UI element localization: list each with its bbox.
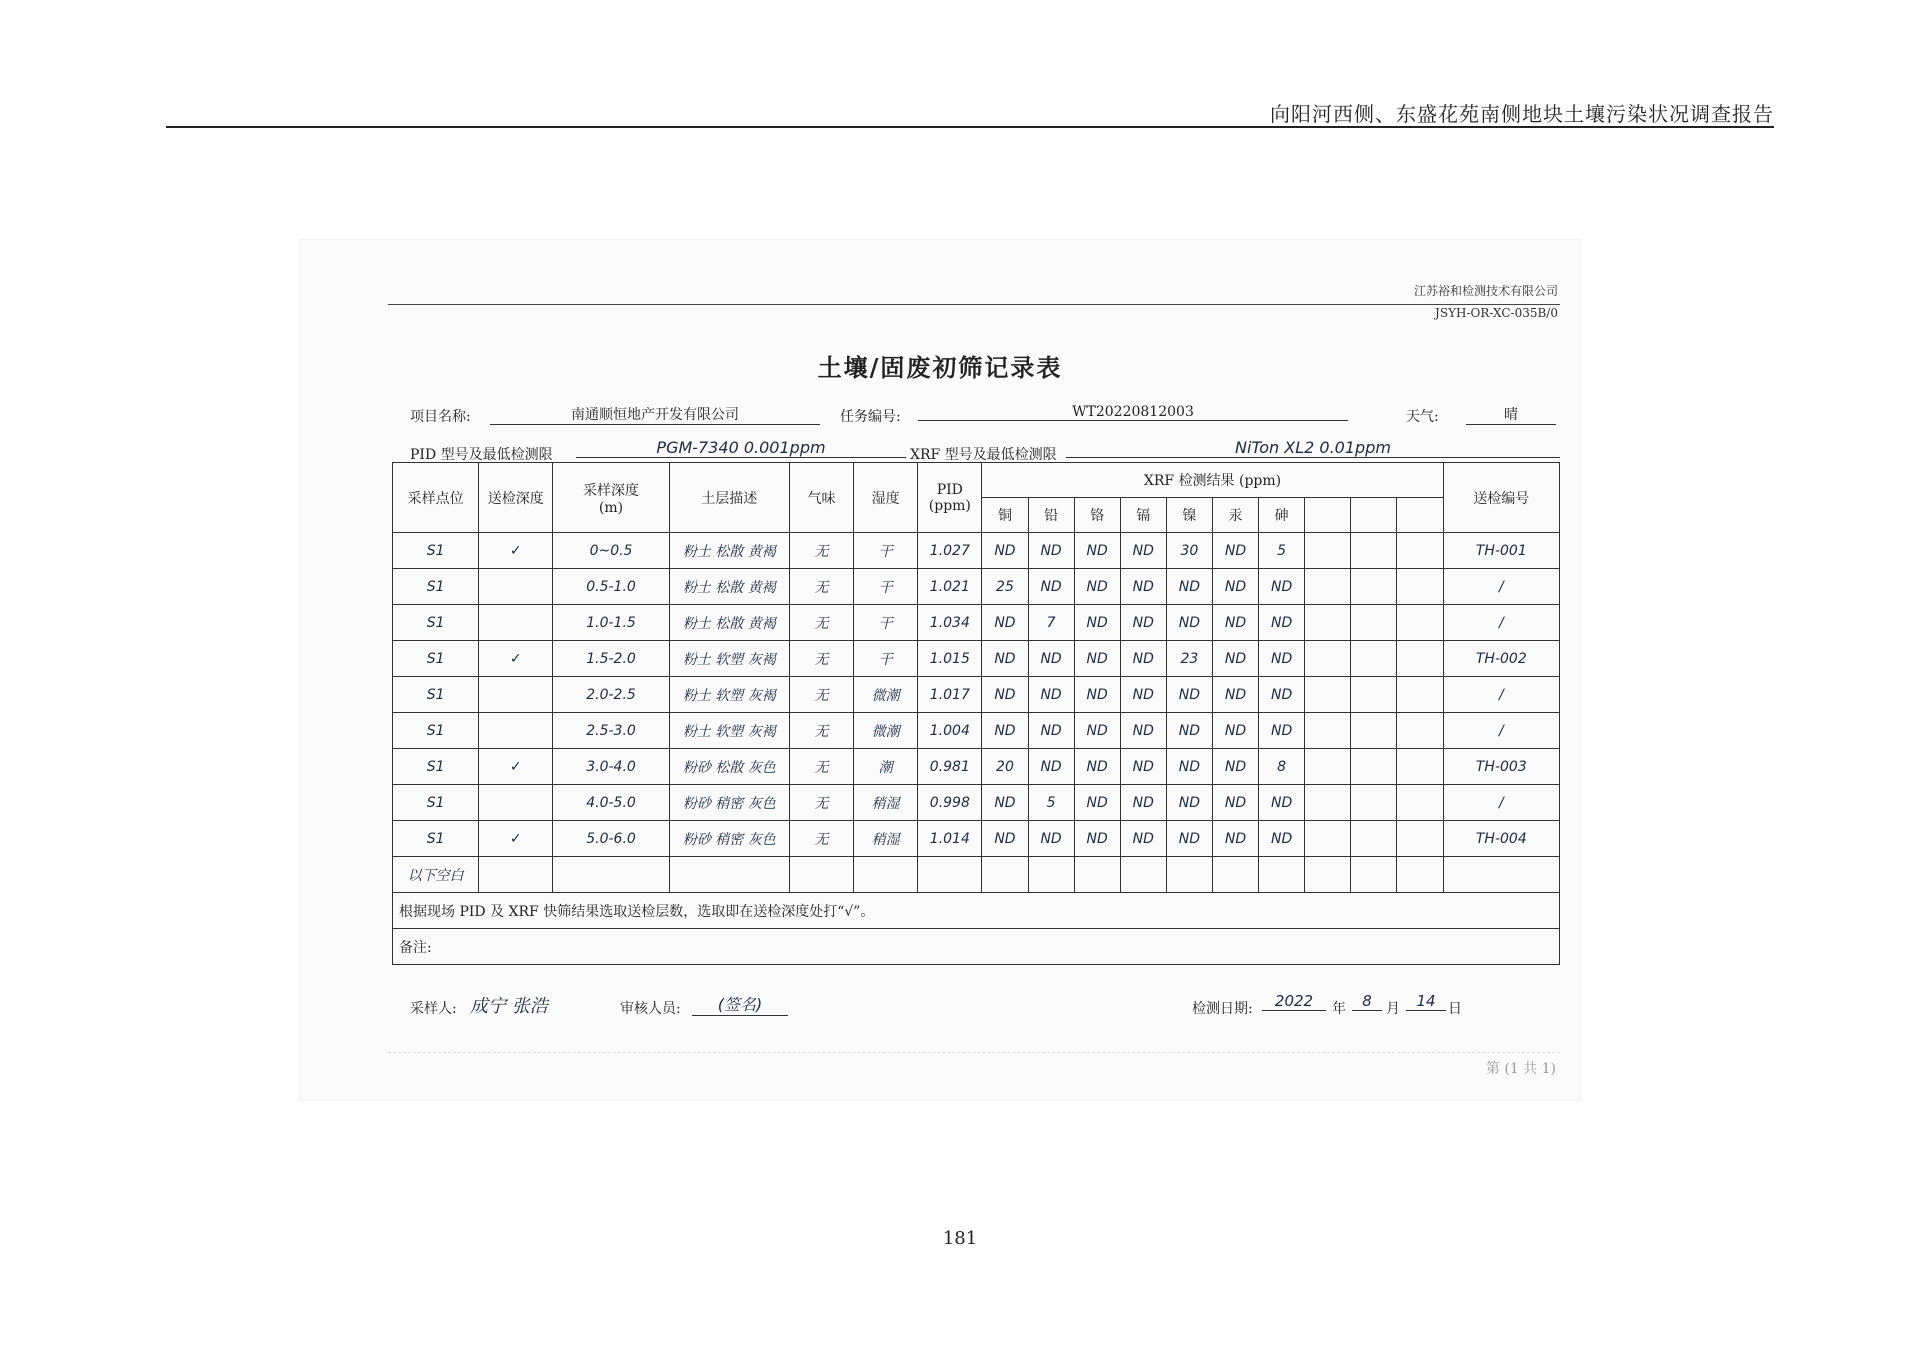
- pid-label: PID 型号及最低检测限: [410, 447, 553, 463]
- cell-point: S1: [393, 785, 479, 821]
- cell-sample-no: TH-001: [1443, 533, 1559, 569]
- cell-cr: ND: [1074, 749, 1120, 785]
- sheet-number: 第 (1 共 1): [1485, 1061, 1556, 1077]
- cell-cu: 25: [982, 569, 1028, 605]
- cell-odor: 无: [789, 677, 853, 713]
- cell-as: ND: [1259, 641, 1305, 677]
- col-depth-label: 采样深度: [583, 482, 640, 499]
- report-header: [166, 92, 1774, 128]
- cell-hg: ND: [1212, 821, 1258, 857]
- cell-as: 5: [1259, 533, 1305, 569]
- cell-hum: 微潮: [854, 677, 918, 713]
- col-cr: 铬: [1074, 498, 1120, 533]
- cell-pb: ND: [1028, 641, 1074, 677]
- cell-pid: 0.981: [918, 749, 982, 785]
- cell-soil: 粉土 软塑 灰褐: [669, 677, 789, 713]
- cell-odor: 无: [789, 785, 853, 821]
- cell-pb: 5: [1028, 785, 1074, 821]
- col-empty-2: [1351, 498, 1397, 533]
- cell-sample-no: /: [1443, 677, 1559, 713]
- cell-hg: ND: [1212, 605, 1258, 641]
- cell-point: S1: [393, 749, 479, 785]
- cell-pb: [1028, 857, 1074, 893]
- xrf-label: XRF 型号及最低检测限: [910, 447, 1057, 463]
- cell-empty: [1351, 785, 1397, 821]
- project-value: 南通顺恒地产开发有限公司: [490, 404, 820, 425]
- cell-hg: [1212, 857, 1258, 893]
- cell-empty: [1351, 677, 1397, 713]
- remark-label: 备注:: [393, 929, 1560, 965]
- cell-odor: 无: [789, 641, 853, 677]
- cell-empty: [1351, 749, 1397, 785]
- cell-odor: 无: [789, 821, 853, 857]
- cell-cr: ND: [1074, 533, 1120, 569]
- cell-empty: [1351, 713, 1397, 749]
- cell-pid: 1.014: [918, 821, 982, 857]
- cell-pid: 1.017: [918, 677, 982, 713]
- cell-depth: 2.5-3.0: [553, 713, 669, 749]
- col-pid-label: PID: [936, 481, 963, 498]
- cell-as: ND: [1259, 821, 1305, 857]
- remark-row: [393, 929, 1560, 965]
- cell-point: S1: [393, 641, 479, 677]
- table-row: [393, 821, 1560, 857]
- note-text: 根据现场 PID 及 XRF 快筛结果选取送检层数，选取即在送检深度处打“√”。: [393, 893, 1560, 929]
- cell-empty: [1305, 533, 1351, 569]
- cell-hg: ND: [1212, 641, 1258, 677]
- cell-soil: 粉砂 稍密 灰色: [669, 785, 789, 821]
- cell-ni: ND: [1166, 569, 1212, 605]
- cell-cd: ND: [1120, 677, 1166, 713]
- cell-ni: ND: [1166, 605, 1212, 641]
- cell-check: ✓: [479, 749, 553, 785]
- company-name: 江苏裕和检测技术有限公司: [1413, 284, 1558, 298]
- cell-cr: ND: [1074, 569, 1120, 605]
- cell-check: [479, 857, 553, 893]
- cell-hum: 微潮: [854, 713, 918, 749]
- col-point: 采样点位: [393, 463, 479, 533]
- cell-empty: [1305, 821, 1351, 857]
- cell-empty: [1351, 569, 1397, 605]
- cell-cr: ND: [1074, 785, 1120, 821]
- cell-ni: ND: [1166, 749, 1212, 785]
- cell-check: ✓: [479, 821, 553, 857]
- cell-pid: [918, 857, 982, 893]
- cell-empty: [1397, 821, 1443, 857]
- cell-pb: ND: [1028, 677, 1074, 713]
- cell-empty: [1351, 533, 1397, 569]
- cell-sample-no: /: [1443, 605, 1559, 641]
- col-soil: 土层描述: [669, 463, 789, 533]
- col-pid: [918, 463, 982, 533]
- form-code: JSYH-OR-XC-035B/0: [1435, 306, 1558, 320]
- cell-hg: ND: [1212, 533, 1258, 569]
- cell-check: [479, 785, 553, 821]
- col-odor: 气味: [789, 463, 853, 533]
- cell-sample-no: [1443, 857, 1559, 893]
- cell-sample-no: TH-003: [1443, 749, 1559, 785]
- date-day: 14: [1406, 992, 1446, 1011]
- cell-depth: 0~0.5: [553, 533, 669, 569]
- col-pb: 铅: [1028, 498, 1074, 533]
- cell-point: S1: [393, 605, 479, 641]
- date-month: 8: [1352, 992, 1382, 1011]
- cell-cd: ND: [1120, 569, 1166, 605]
- reviewer-signature: (签名): [692, 992, 788, 1016]
- cell-cd: ND: [1120, 785, 1166, 821]
- date-label: 检测日期:: [1192, 1001, 1253, 1017]
- month-label: 月: [1386, 1001, 1400, 1017]
- cell-soil: 粉土 软塑 灰褐: [669, 641, 789, 677]
- table-row: [393, 785, 1560, 821]
- day-label: 日: [1448, 1001, 1462, 1017]
- cell-point: S1: [393, 713, 479, 749]
- cell-cd: ND: [1120, 713, 1166, 749]
- cell-pb: ND: [1028, 533, 1074, 569]
- form-title: 土壤/固废初筛记录表: [817, 353, 1063, 382]
- scanned-form: [300, 240, 1580, 1100]
- cell-soil: 粉土 松散 黄褐: [669, 605, 789, 641]
- table-row: [393, 641, 1560, 677]
- cell-empty: [1305, 569, 1351, 605]
- cell-soil: 粉土 软塑 灰褐: [669, 713, 789, 749]
- cell-as: ND: [1259, 713, 1305, 749]
- cell-empty: [1397, 605, 1443, 641]
- cell-as: 8: [1259, 749, 1305, 785]
- cell-hum: [854, 857, 918, 893]
- cell-pb: 7: [1028, 605, 1074, 641]
- note-row: [393, 893, 1560, 929]
- cell-cu: ND: [982, 533, 1028, 569]
- cell-as: ND: [1259, 569, 1305, 605]
- col-cd: 镉: [1120, 498, 1166, 533]
- cell-point: S1: [393, 533, 479, 569]
- cell-point: S1: [393, 569, 479, 605]
- col-empty-3: [1397, 498, 1443, 533]
- cell-odor: [789, 857, 853, 893]
- cell-pid: 1.027: [918, 533, 982, 569]
- cell-hg: ND: [1212, 785, 1258, 821]
- cell-pid: 1.004: [918, 713, 982, 749]
- col-humidity: 湿度: [854, 463, 918, 533]
- cell-cr: ND: [1074, 677, 1120, 713]
- cell-cu: 20: [982, 749, 1028, 785]
- col-empty-1: [1305, 498, 1351, 533]
- cell-empty: [1397, 785, 1443, 821]
- cell-hum: 干: [854, 605, 918, 641]
- company-divider: [388, 304, 1560, 305]
- col-depth-unit: (m): [598, 499, 624, 516]
- cell-cd: ND: [1120, 641, 1166, 677]
- cell-ni: ND: [1166, 713, 1212, 749]
- weather-label: 天气:: [1406, 409, 1439, 425]
- cell-depth: 3.0-4.0: [553, 749, 669, 785]
- cell-point: S1: [393, 821, 479, 857]
- cell-empty: [1305, 713, 1351, 749]
- cell-empty: [1305, 677, 1351, 713]
- screening-table: [392, 462, 1560, 965]
- col-sample-no: 送检编号: [1443, 463, 1559, 533]
- cell-point: 以下空白: [393, 857, 479, 893]
- xrf-value: NiTon XL2 0.01ppm: [1066, 438, 1560, 458]
- cell-check: [479, 605, 553, 641]
- cell-cr: ND: [1074, 605, 1120, 641]
- pid-value: PGM-7340 0.001ppm: [576, 438, 906, 458]
- cell-cu: ND: [982, 641, 1028, 677]
- cell-sample-no: /: [1443, 569, 1559, 605]
- cell-empty: [1397, 749, 1443, 785]
- table-row: [393, 713, 1560, 749]
- sampler-signature: 成宁 张浩: [470, 996, 548, 1017]
- cell-cu: ND: [982, 605, 1028, 641]
- cell-odor: 无: [789, 605, 853, 641]
- cell-empty: [1397, 677, 1443, 713]
- cell-depth: [553, 857, 669, 893]
- cell-ni: ND: [1166, 821, 1212, 857]
- cell-odor: 无: [789, 713, 853, 749]
- cell-check: ✓: [479, 533, 553, 569]
- col-pid-unit: (ppm): [928, 497, 971, 514]
- cell-as: ND: [1259, 785, 1305, 821]
- page-number: 181: [942, 1228, 978, 1249]
- cell-soil: 粉砂 稍密 灰色: [669, 821, 789, 857]
- table-body: [393, 533, 1560, 893]
- cell-empty: [1351, 821, 1397, 857]
- footer-divider: [388, 1052, 1560, 1053]
- table-row: [393, 857, 1560, 893]
- task-value: WT20220812003: [918, 404, 1348, 421]
- cell-empty: [1305, 605, 1351, 641]
- cell-sample-no: /: [1443, 713, 1559, 749]
- cell-ni: 23: [1166, 641, 1212, 677]
- weather-value: 晴: [1466, 404, 1556, 425]
- col-hg: 汞: [1212, 498, 1258, 533]
- cell-check: [479, 713, 553, 749]
- cell-sample-no: /: [1443, 785, 1559, 821]
- col-xrf: XRF 检测结果 (ppm): [982, 463, 1443, 498]
- cell-empty: [1351, 857, 1397, 893]
- col-send-depth: 送检深度: [479, 463, 553, 533]
- cell-check: [479, 677, 553, 713]
- cell-empty: [1397, 713, 1443, 749]
- col-cu: 铜: [982, 498, 1028, 533]
- cell-empty: [1397, 641, 1443, 677]
- cell-cd: [1120, 857, 1166, 893]
- cell-depth: 1.0-1.5: [553, 605, 669, 641]
- table-row: [393, 569, 1560, 605]
- cell-empty: [1305, 857, 1351, 893]
- cell-empty: [1305, 749, 1351, 785]
- reviewer-label: 审核人员:: [620, 1001, 681, 1017]
- cell-soil: [669, 857, 789, 893]
- cell-hum: 稍湿: [854, 821, 918, 857]
- cell-depth: 4.0-5.0: [553, 785, 669, 821]
- sampler-label: 采样人:: [410, 1001, 457, 1017]
- cell-cu: [982, 857, 1028, 893]
- cell-cd: ND: [1120, 749, 1166, 785]
- cell-ni: 30: [1166, 533, 1212, 569]
- cell-cd: ND: [1120, 533, 1166, 569]
- cell-empty: [1305, 785, 1351, 821]
- cell-hg: ND: [1212, 713, 1258, 749]
- cell-depth: 0.5-1.0: [553, 569, 669, 605]
- cell-point: S1: [393, 677, 479, 713]
- cell-sample-no: TH-002: [1443, 641, 1559, 677]
- cell-depth: 5.0-6.0: [553, 821, 669, 857]
- cell-soil: 粉土 松散 黄褐: [669, 533, 789, 569]
- cell-ni: ND: [1166, 785, 1212, 821]
- cell-cr: ND: [1074, 713, 1120, 749]
- project-label: 项目名称:: [410, 409, 471, 425]
- cell-pb: ND: [1028, 713, 1074, 749]
- cell-pb: ND: [1028, 749, 1074, 785]
- cell-as: ND: [1259, 605, 1305, 641]
- cell-sample-no: TH-004: [1443, 821, 1559, 857]
- cell-cd: ND: [1120, 605, 1166, 641]
- cell-hum: 干: [854, 569, 918, 605]
- cell-pid: 1.034: [918, 605, 982, 641]
- cell-empty: [1351, 605, 1397, 641]
- cell-ni: ND: [1166, 677, 1212, 713]
- col-ni: 镍: [1166, 498, 1212, 533]
- cell-ni: [1166, 857, 1212, 893]
- cell-check: [479, 569, 553, 605]
- cell-hum: 干: [854, 533, 918, 569]
- cell-cu: ND: [982, 677, 1028, 713]
- table-row: [393, 533, 1560, 569]
- cell-hg: ND: [1212, 569, 1258, 605]
- cell-depth: 1.5-2.0: [553, 641, 669, 677]
- header-row: [393, 463, 1560, 498]
- cell-check: ✓: [479, 641, 553, 677]
- cell-hg: ND: [1212, 749, 1258, 785]
- cell-cu: ND: [982, 785, 1028, 821]
- cell-empty: [1305, 641, 1351, 677]
- cell-cd: ND: [1120, 821, 1166, 857]
- cell-hum: 潮: [854, 749, 918, 785]
- cell-pid: 1.015: [918, 641, 982, 677]
- year-label: 年: [1332, 1001, 1346, 1017]
- cell-pb: ND: [1028, 821, 1074, 857]
- cell-hum: 干: [854, 641, 918, 677]
- cell-pid: 0.998: [918, 785, 982, 821]
- cell-empty: [1397, 857, 1443, 893]
- cell-hg: ND: [1212, 677, 1258, 713]
- cell-empty: [1397, 569, 1443, 605]
- task-label: 任务编号:: [840, 409, 901, 425]
- cell-cu: ND: [982, 821, 1028, 857]
- cell-odor: 无: [789, 569, 853, 605]
- cell-odor: 无: [789, 533, 853, 569]
- cell-as: [1259, 857, 1305, 893]
- col-depth: [553, 463, 669, 533]
- cell-cu: ND: [982, 713, 1028, 749]
- cell-empty: [1351, 641, 1397, 677]
- table-row: [393, 677, 1560, 713]
- cell-odor: 无: [789, 749, 853, 785]
- cell-pid: 1.021: [918, 569, 982, 605]
- cell-cr: ND: [1074, 821, 1120, 857]
- cell-soil: 粉砂 松散 灰色: [669, 749, 789, 785]
- col-as: 砷: [1259, 498, 1305, 533]
- date-year: 2022: [1262, 992, 1326, 1011]
- cell-as: ND: [1259, 677, 1305, 713]
- cell-cr: ND: [1074, 641, 1120, 677]
- cell-pb: ND: [1028, 569, 1074, 605]
- table-row: [393, 605, 1560, 641]
- cell-depth: 2.0-2.5: [553, 677, 669, 713]
- cell-empty: [1397, 533, 1443, 569]
- cell-cr: [1074, 857, 1120, 893]
- report-header-title: 向阳河西侧、东盛花苑南侧地块土壤污染状况调查报告: [1270, 102, 1774, 126]
- cell-hum: 稍湿: [854, 785, 918, 821]
- cell-soil: 粉土 松散 黄褐: [669, 569, 789, 605]
- table-row: [393, 749, 1560, 785]
